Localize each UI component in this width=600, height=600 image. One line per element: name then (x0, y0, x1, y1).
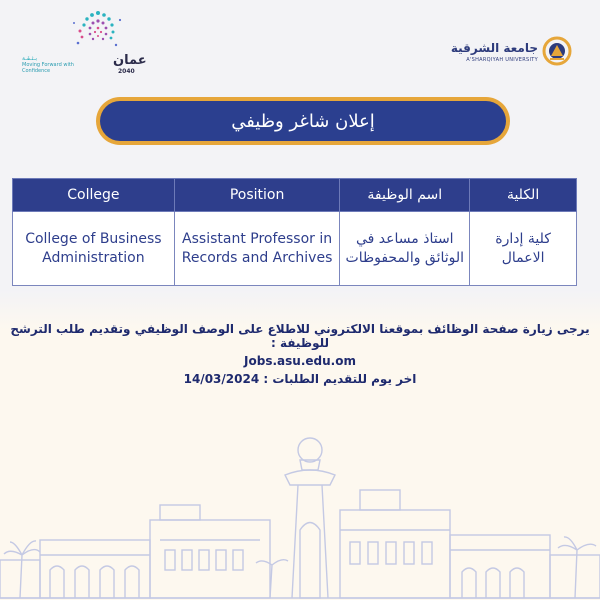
cell-college-en: College of Business Administration (13, 212, 175, 286)
title-banner-inner (100, 101, 506, 141)
application-info (0, 322, 600, 386)
cell-college-ar: كلية إدارة الاعمال (470, 212, 577, 286)
table-header-row (13, 179, 577, 212)
vision-tagline-en: Moving Forward with Confidence (22, 62, 74, 74)
info-instructions: يرجى زيارة صفحة الوظائف بموقعنا الالكتروني للاطلاع على الوصف الوظيفي وتقديم طلب الترشح للوظيفة : (10, 322, 590, 350)
header-position-ar: اسم الوظيفة (340, 179, 470, 212)
page-title: إعلان شاغر وظيفي (231, 110, 375, 132)
table-row (13, 212, 577, 286)
university-name-en: A'SHARQIYAH UNIVERSITY (466, 57, 538, 63)
job-vacancy-table (12, 178, 577, 286)
vision-year: 2040 (118, 68, 135, 75)
oman-vision-2040-logo (18, 5, 148, 75)
university-emblem-icon (542, 36, 572, 66)
header-position-en: Position (174, 179, 340, 212)
campus-skyline-illustration (0, 430, 600, 600)
university-logo (452, 36, 572, 76)
vision-swirl-icon (68, 5, 128, 60)
title-banner (96, 97, 510, 145)
vision-arabic-name: عمان (113, 53, 147, 68)
cell-position-en: Assistant Professor in Records and Archives (174, 212, 340, 286)
header-college-ar: الكلية (470, 179, 577, 212)
cell-position-ar: استاذ مساعد في الوثائق والمحفوظات (340, 212, 470, 286)
application-deadline: اخر يوم للتقديم الطلبات : 14/03/2024 (183, 372, 417, 386)
university-name-ar: جامعة الشرقية (450, 41, 538, 55)
vision-tagline-ar: بـثـقـة (22, 55, 38, 62)
jobs-website-link[interactable]: Jobs.asu.edu.om (244, 354, 356, 368)
header-college-en: College (13, 179, 175, 212)
